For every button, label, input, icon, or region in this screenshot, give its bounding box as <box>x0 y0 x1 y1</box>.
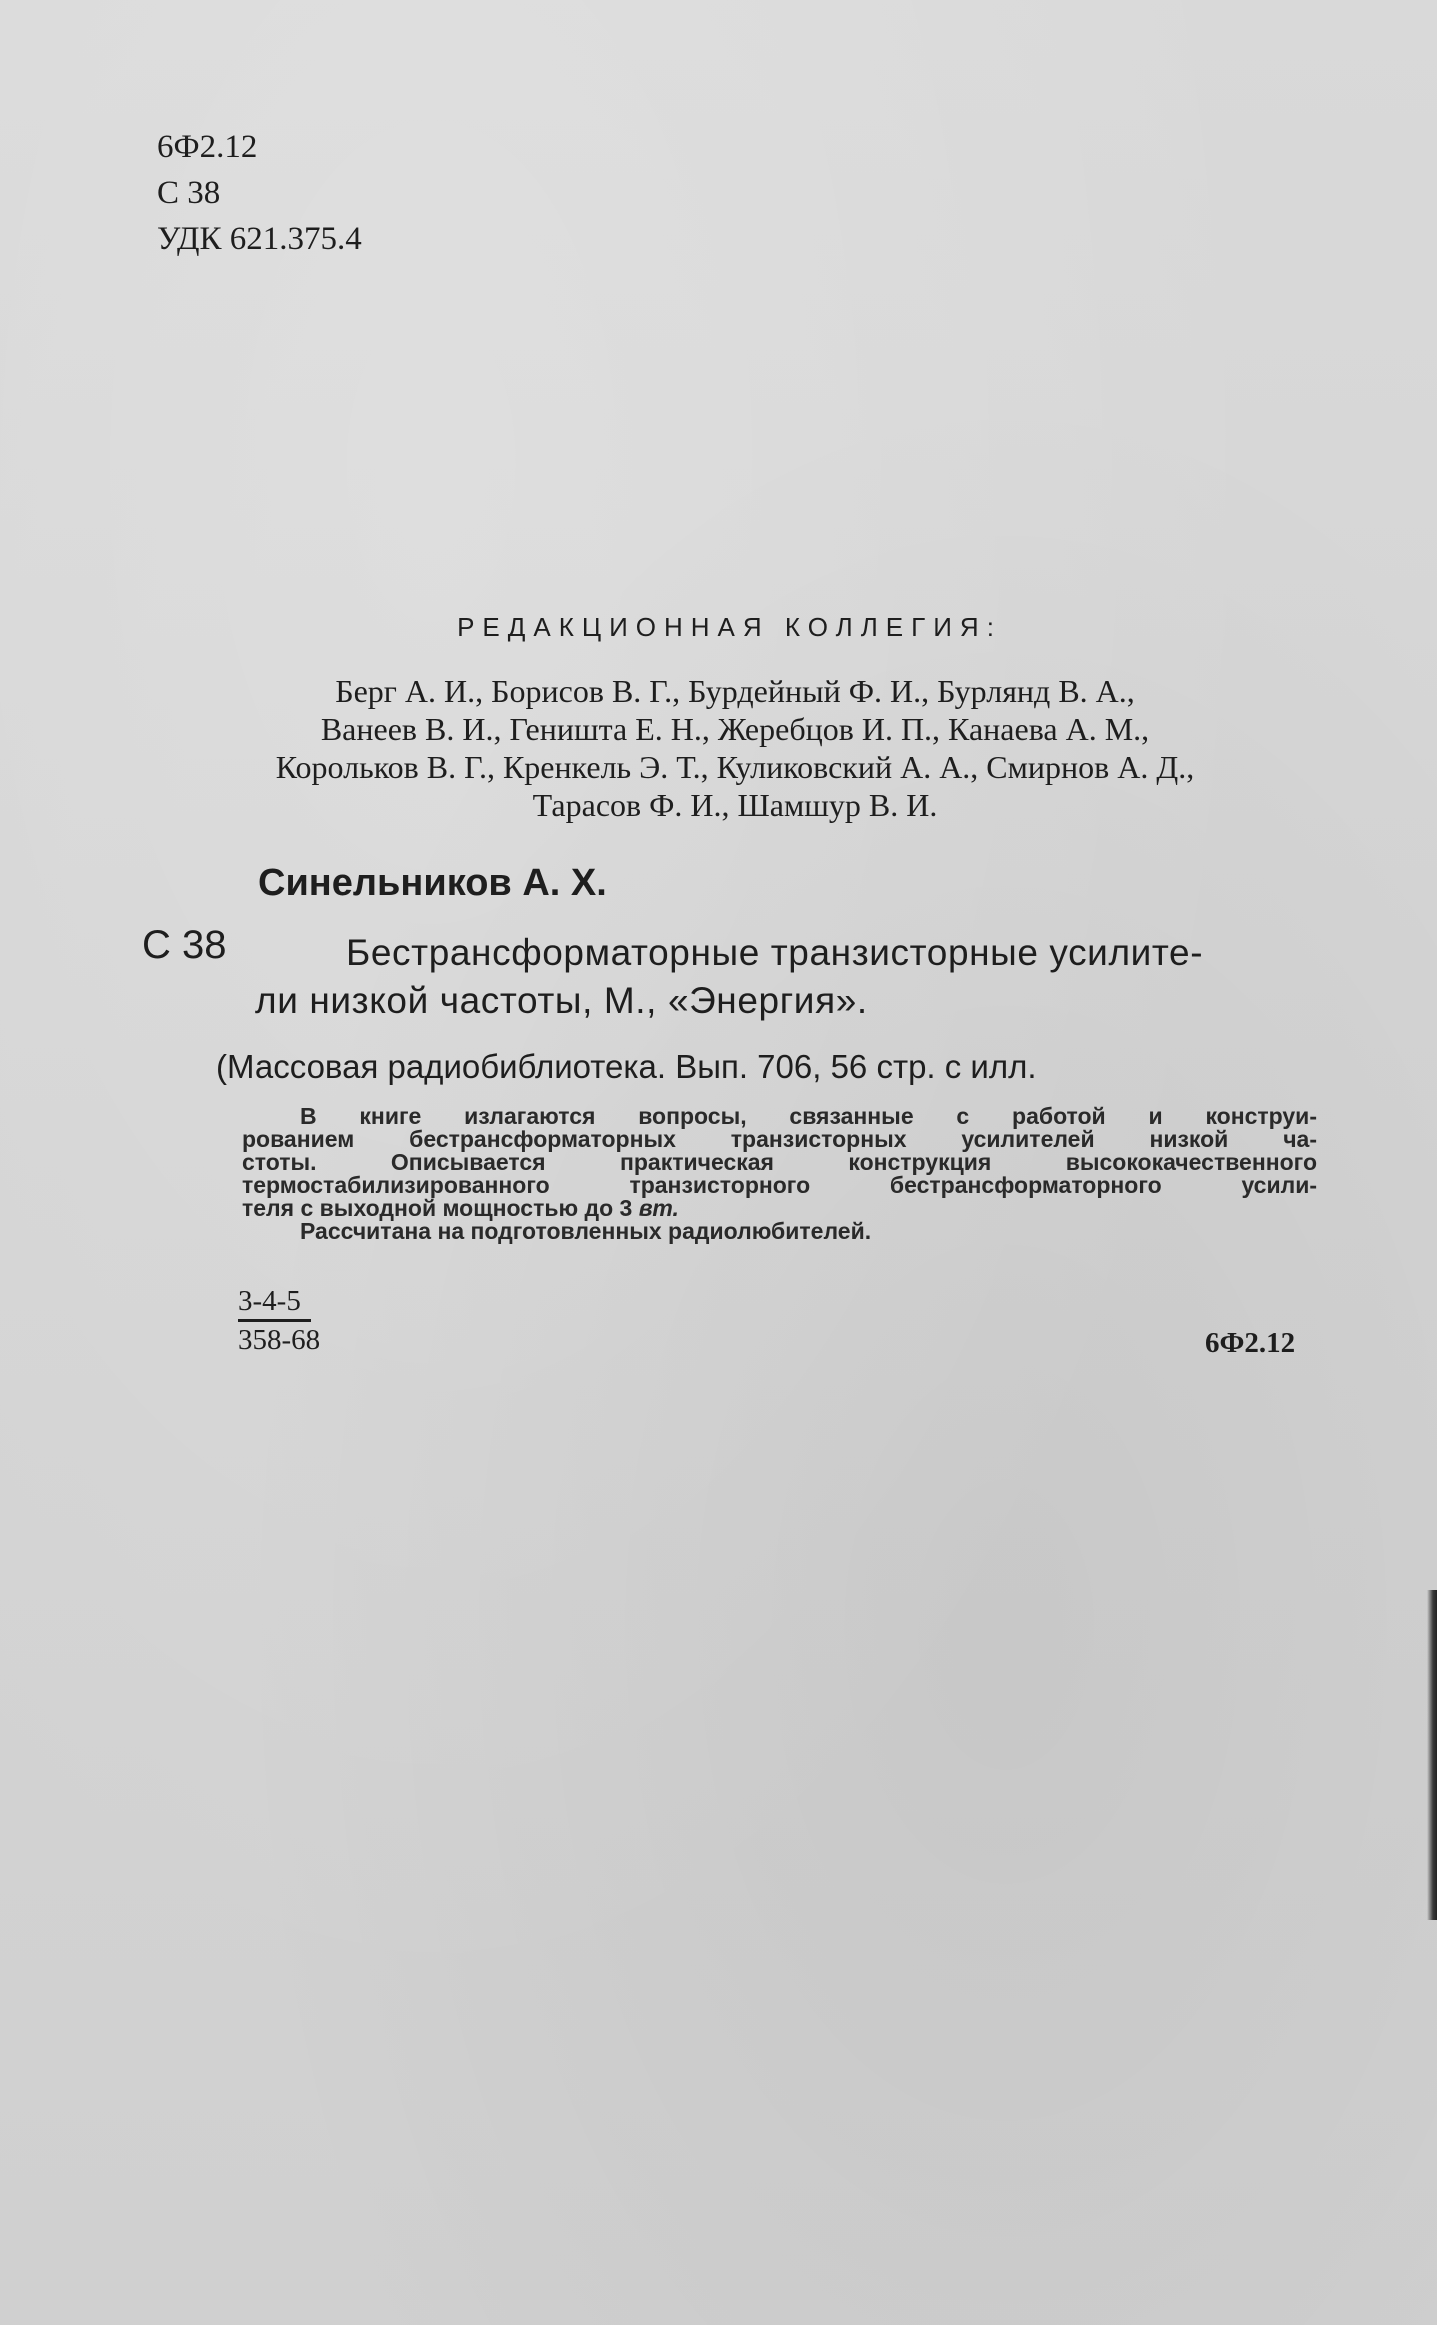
order-numerator: 3-4-5 <box>238 1283 311 1322</box>
book-author: Синельников А. Х. <box>258 862 607 904</box>
editorial-board-members <box>140 672 1330 824</box>
book-title-line: Бестрансформаторные транзисторные усилите- <box>346 932 1204 973</box>
abstract-audience-line: Рассчитана на подготовленных радиолюбителей. <box>300 1218 872 1244</box>
abstract <box>242 1105 1317 1243</box>
board-line: Ванеев В. И., Геништа Е. Н., Жеребцов И. П., Канаева А. М., <box>320 711 1150 747</box>
editorial-board-heading: РЕДАКЦИОННАЯ КОЛЛЕГИЯ: <box>457 612 1002 642</box>
order-number <box>238 1283 320 1358</box>
author-mark: С 38 <box>157 175 221 211</box>
page-edge-shadow <box>1427 1590 1437 1920</box>
series-info: (Массовая радиобиблиотека. Вып. 706, 56 стр. с илл. <box>216 1048 1037 1085</box>
abstract-line: рованием бестрансформаторных транзисторных усилителей низкой ча- <box>242 1126 1317 1152</box>
call-number: С 38 <box>142 923 227 967</box>
order-denominator: 358-68 <box>238 1324 321 1356</box>
board-line: Корольков В. Г., Кренкель Э. Т., Куликовский А. А., Смирнов А. Д., <box>275 749 1195 785</box>
abstract-line: термостабилизированного транзисторного бестрансформаторного усили- <box>242 1172 1317 1198</box>
board-line: Берг А. И., Борисов В. Г., Бурдейный Ф. И., Бурлянд В. А., <box>335 673 1135 709</box>
abstract-line: В книге излагаются вопросы, связанные с работой и конструи- <box>300 1103 1317 1129</box>
classification-block <box>157 124 362 262</box>
udk-index: УДК 621.375.4 <box>157 221 362 257</box>
footer-bbk-code: 6Ф2.12 <box>1205 1327 1296 1359</box>
book-title-line: ли низкой частоты, М., «Энергия». <box>255 980 868 1021</box>
abstract-line <box>242 1197 1317 1220</box>
abstract-line-text: теля с выходной мощностью до 3 <box>242 1195 633 1221</box>
board-line: Тарасов Ф. И., Шамшур В. И. <box>532 787 938 823</box>
power-unit: вт. <box>638 1195 679 1221</box>
bbk-index: 6Ф2.12 <box>157 129 258 165</box>
abstract-line: стоты. Описывается практическая конструкция высококачественного <box>242 1149 1317 1175</box>
